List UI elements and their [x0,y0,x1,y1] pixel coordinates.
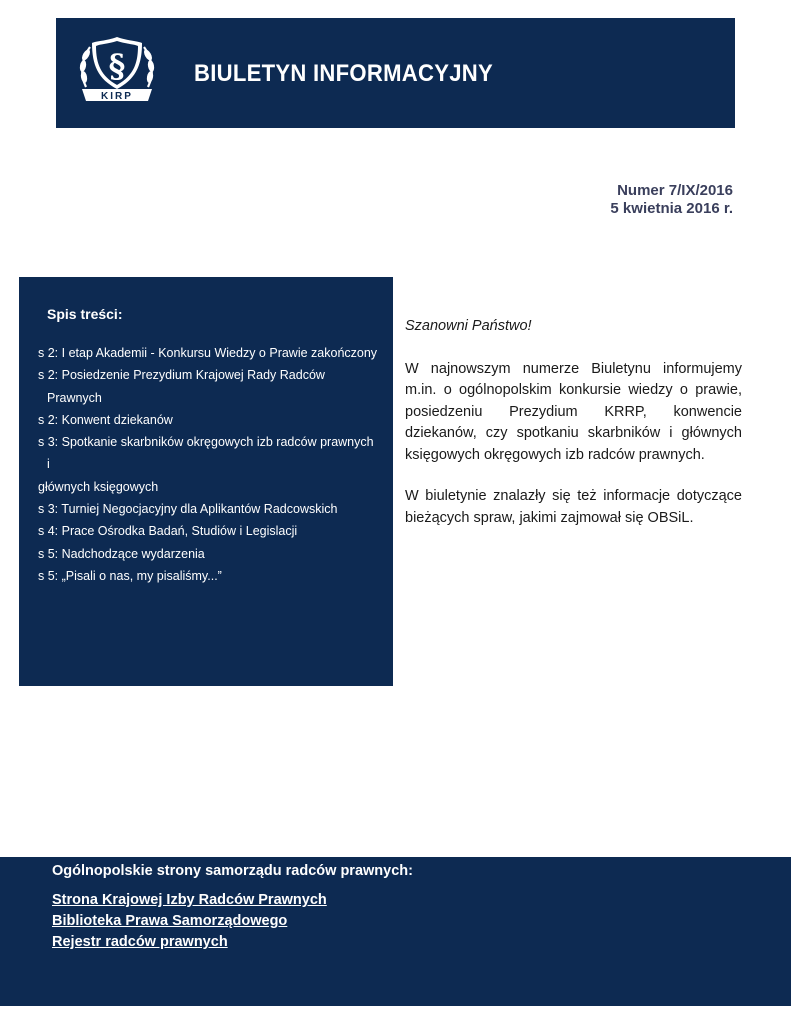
letter-paragraph: W biuletynie znalazły się też informacje dotyczące bieżących spraw, jakimi zajmował się OBSiL. [405,488,742,526]
toc-item[interactable]: s 4: Prace Ośrodka Badań, Studiów i Legislacji [38,524,298,539]
toc-heading: Spis treści: [47,306,123,322]
svg-text:KIRP: KIRP [101,91,133,102]
toc-item[interactable]: s 2: I etap Akademii - Konkursu Wiedzy o Prawie zakończony [38,346,378,360]
table-of-contents [19,277,393,686]
svg-text:§: § [108,47,126,85]
toc-item[interactable]: s 3: Spotkanie skarbników okręgowych izb radców prawnych i [38,435,374,472]
issue-number: Numer 7/IX/2016 [617,182,733,199]
toc-item-continuation[interactable]: głównych księgowych [38,479,159,494]
footer-heading: Ogólnopolskie strony samorządu radców prawnych: [52,863,413,879]
toc-item[interactable]: s 5: Nadchodzące wydarzenia [38,546,205,561]
toc-item[interactable]: s 2: Posiedzenie Prezydium Krajowej Rady Radców Prawnych [38,368,325,405]
link-kirp-website[interactable]: Strona Krajowej Izby Radców Prawnych [52,892,327,908]
toc-item[interactable]: s 5: „Pisali o nas, my pisaliśmy...” [38,568,222,583]
issue-info [610,182,733,218]
toc-list [38,342,378,587]
toc-item[interactable]: s 2: Konwent dziekanów [38,412,173,427]
issue-date: 5 kwietnia 2016 r. [610,200,733,217]
footer-banner [0,857,791,1006]
kirp-logo-emblem [76,31,158,113]
header-banner [56,18,735,128]
intro-letter [405,316,742,549]
toc-item[interactable]: s 3: Turniej Negocjacyjny dla Aplikantów Radcowskich [38,502,338,517]
link-self-government-law-library[interactable]: Biblioteka Prawa Samorządowego [52,913,288,929]
letter-paragraph: W najnowszym numerze Biuletynu informujemy m.in. o ogólnopolskim konkursie wiedzy o prawie, posiedzeniu Prezydium KRRP, konwencie dziekanów, czy spotkaniu skarbników i głównych księgowych okręgowych izb radców prawnych. [405,360,742,463]
footer-links [52,890,327,953]
letter-greeting: Szanowni Państwo! [405,318,532,334]
link-legal-advisers-register[interactable]: Rejestr radców prawnych [52,934,228,950]
bulletin-title: BIULETYN INFORMACYJNY [194,60,493,87]
